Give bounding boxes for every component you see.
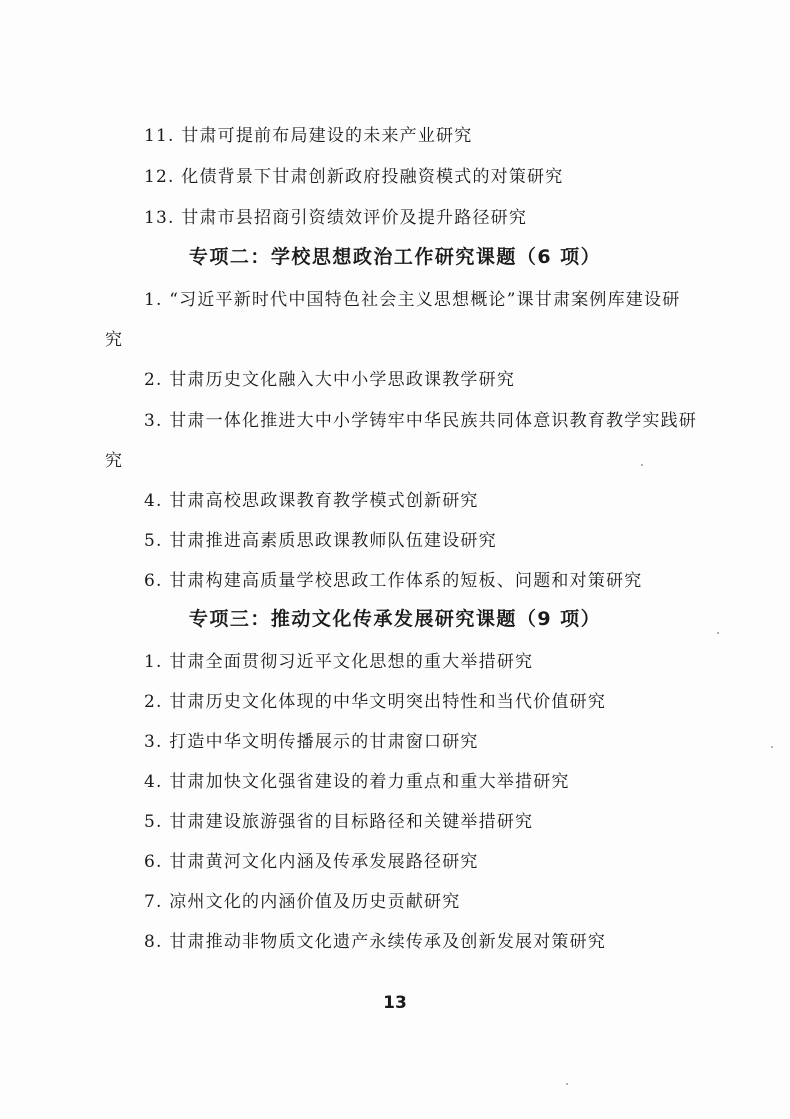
section-heading: 专项二：学校思想政治工作研究课题（6 项）: [188, 246, 602, 268]
list-item: 7. 凉州文化的内涵价值及历史贡献研究: [144, 892, 461, 912]
list-item: 12. 化债背景下甘肃创新政府投融资模式的对策研究: [144, 167, 564, 187]
list-item: 5. 甘肃建设旅游强省的目标路径和关键举措研究: [144, 812, 534, 832]
list-item: 1. “习近平新时代中国特色社会主义思想概论”课甘肃案例库建设研: [144, 290, 681, 310]
page-number: 13: [383, 993, 407, 1013]
list-item: 6. 甘肃黄河文化内涵及传承发展路径研究: [144, 852, 479, 872]
list-item: 8. 甘肃推动非物质文化遗产永续传承及创新发展对策研究: [144, 932, 607, 952]
scan-speck: [717, 632, 719, 634]
list-item: 13. 甘肃市县招商引资绩效评价及提升路径研究: [144, 208, 528, 228]
list-item: 4. 甘肃加快文化强省建设的着力重点和重大举措研究: [144, 772, 570, 792]
list-item: 2. 甘肃历史文化融入大中小学思政课教学研究: [144, 370, 516, 390]
list-item: 3. 甘肃一体化推进大中小学铸牢中华民族共同体意识教育教学实践研: [144, 411, 698, 431]
scan-speck: [641, 464, 643, 466]
list-item: 3. 打造中华文明传播展示的甘肃窗口研究: [144, 732, 479, 752]
list-item: 11. 甘肃可提前布局建设的未来产业研究: [144, 126, 473, 146]
list-item-continuation: 究: [105, 330, 124, 350]
list-item: 6. 甘肃构建高质量学校思政工作体系的短板、问题和对策研究: [144, 571, 643, 591]
scan-speck: [771, 746, 773, 748]
scan-speck: [566, 1083, 568, 1085]
list-item: 4. 甘肃高校思政课教育教学模式创新研究: [144, 491, 479, 511]
list-item: 2. 甘肃历史文化体现的中华文明突出特性和当代价值研究: [144, 692, 607, 712]
list-item: 1. 甘肃全面贯彻习近平文化思想的重大举措研究: [144, 652, 534, 672]
list-item: 5. 甘肃推进高素质思政课教师队伍建设研究: [144, 531, 497, 551]
list-item-continuation: 究: [105, 451, 124, 471]
section-heading: 专项三：推动文化传承发展研究课题（9 项）: [188, 608, 602, 630]
